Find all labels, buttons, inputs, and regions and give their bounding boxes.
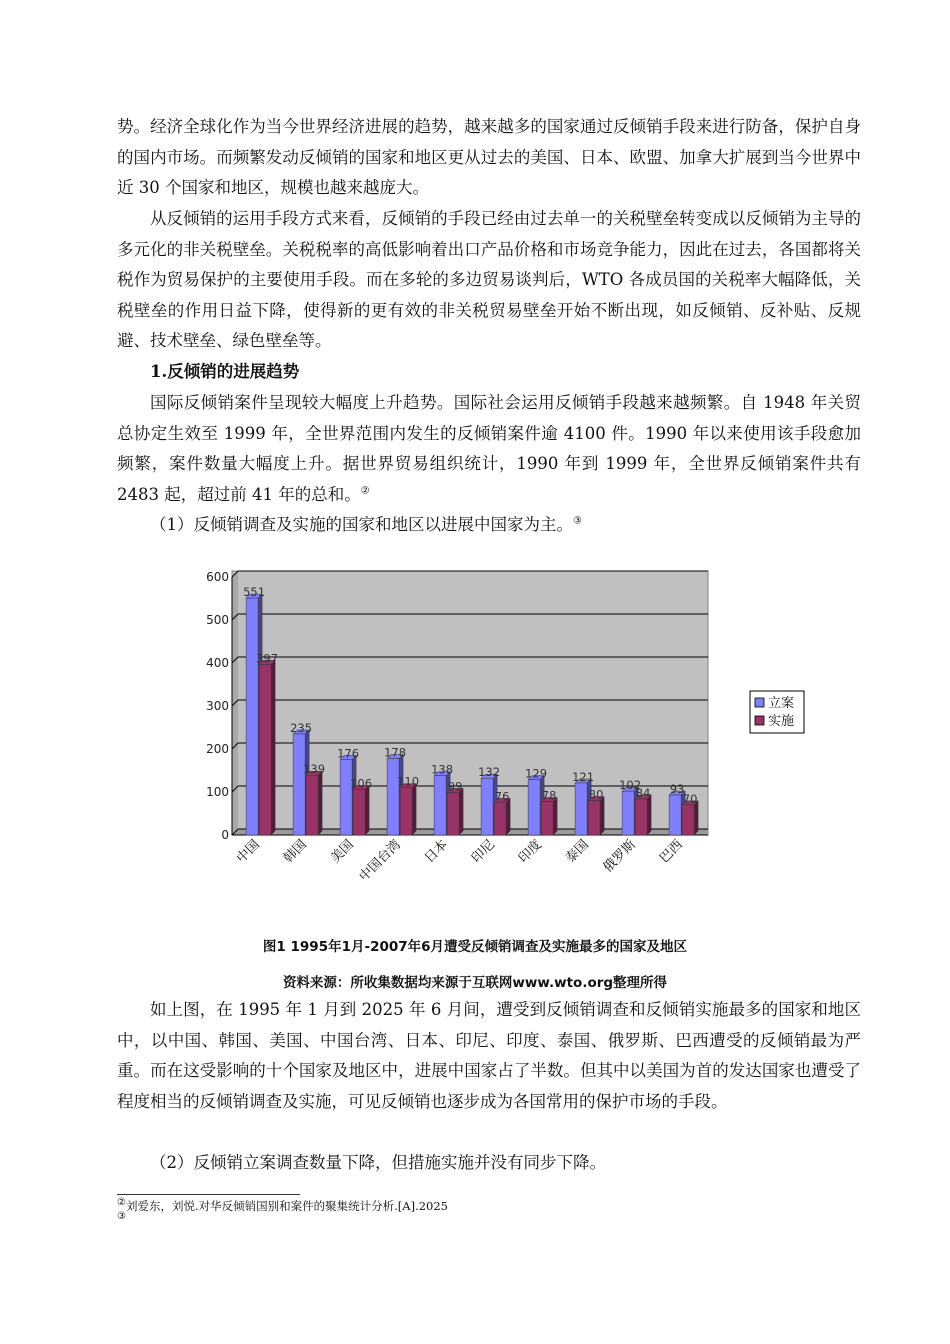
figure-caption: 图1 1995年1月-2007年6月遭受反倾销调查及实施最多的国家及地区 xyxy=(262,939,688,955)
paragraph-1: 势。经济全球化作为当今世界经济进展的趋势，越来越多的国家通过反倾销手段来进行防备，保护自身的国内市场。而频繁发动反倾销的国家和地区更从过去的美国、日本、欧盟、加拿大扩展到当今世界中近 30 个国家和地区，规模也越来越庞大。 xyxy=(117,117,861,197)
bar-side-实施-泰国 xyxy=(600,797,604,835)
data-label-实施-泰国: 80 xyxy=(588,787,604,802)
bar-实施-印尼 xyxy=(494,802,506,835)
bar-side-实施-中国台湾 xyxy=(412,784,416,835)
paragraph-5: 如上图，在 1995 年 1 月到 2025 年 6 月间，遭受到反倾销调查和反倾销实施最多的国家和地区中，以中国、韩国、美国、中国台湾、日本、印尼、印度、泰国、俄罗斯、巴西遭受的反倾销最为严重。而在这受影响的十个国家及地区中，进展中国家占了半数。但其中以美国为首的发达国家也遭受了程度相当的反倾销调查及实施，可见反倾销也逐步成为各国常用的保护市场的手段。 xyxy=(117,1000,861,1111)
bar-立案-俄罗斯 xyxy=(622,791,634,835)
paragraph-3 xyxy=(117,388,861,510)
y-tick-label: 200 xyxy=(206,742,229,756)
y-tick-label: 300 xyxy=(206,699,229,713)
data-label-立案-印度: 129 xyxy=(525,766,548,781)
y-tick-label: 100 xyxy=(206,785,229,799)
bar-实施-中国 xyxy=(259,664,271,835)
legend-label-实施: 实施 xyxy=(768,714,795,729)
paragraph-4-text: （1）反倾销调查及实施的国家和地区以进展中国家为主。 xyxy=(150,515,573,534)
y-tick-label: 600 xyxy=(206,570,229,584)
y-tick-label: 500 xyxy=(206,613,229,627)
footnote-2 xyxy=(117,1213,126,1228)
footnote-ref-2: ② xyxy=(360,485,370,496)
x-tick-label-中国台湾: 中国台湾 xyxy=(356,837,404,885)
data-label-立案-中国台湾: 178 xyxy=(384,745,407,760)
bar-实施-韩国 xyxy=(306,775,318,835)
bar-立案-巴西 xyxy=(669,795,681,835)
data-label-实施-日本: 99 xyxy=(447,779,463,794)
data-label-实施-印度: 78 xyxy=(541,788,557,803)
bar-立案-韩国 xyxy=(293,734,305,835)
paragraph-4 xyxy=(117,510,861,541)
bar-立案-美国 xyxy=(340,759,352,835)
data-label-立案-泰国: 121 xyxy=(572,769,595,784)
bar-实施-美国 xyxy=(353,789,365,835)
paragraph-2: 从反倾销的运用手段方式来看，反倾销的手段已经由过去单一的关税壁垒转变成以反倾销为主导的多元化的非关税壁垒。关税税率的高低影响着出口产品价格和市场竞争能力，因此在过去，各国都将关税作为贸易保护的主要使用手段。而在多轮的多边贸易谈判后，WTO 各成员国的关税率大幅降低，关税壁垒的作用日益下降，使得新的更有效的非关税贸易壁垒开始不断出现，如反倾销、反补贴、反规避、技术壁垒、绿色壁垒等。 xyxy=(117,209,861,350)
data-label-实施-中国: 397 xyxy=(256,651,279,666)
bar-立案-中国 xyxy=(246,598,258,835)
figure-source: 资料来源：所收集数据均来源于互联网www.wto.org整理所得 xyxy=(282,975,668,991)
x-tick-label-泰国: 泰国 xyxy=(562,837,592,867)
x-tick-label-巴西: 巴西 xyxy=(656,837,686,867)
bar-side-实施-俄罗斯 xyxy=(647,795,651,835)
x-tick-label-印尼: 印尼 xyxy=(468,837,498,867)
bar-立案-泰国 xyxy=(575,783,587,835)
y-tick-label: 400 xyxy=(206,656,229,670)
bar-chart xyxy=(206,557,820,887)
bar-side-实施-日本 xyxy=(459,788,463,835)
x-tick-label-俄罗斯: 俄罗斯 xyxy=(600,837,639,876)
footnote-1-text: 刘爱东，刘悦.对华反倾销国别和案件的聚集统计分析.[A].2025 xyxy=(125,1199,448,1213)
legend-label-立案: 立案 xyxy=(768,696,795,711)
bar-side-实施-巴西 xyxy=(694,801,698,835)
data-label-立案-韩国: 235 xyxy=(290,720,313,735)
bar-实施-俄罗斯 xyxy=(635,799,647,835)
bar-实施-中国台湾 xyxy=(400,788,412,835)
bar-立案-印尼 xyxy=(481,778,493,835)
bar-实施-泰国 xyxy=(588,801,600,835)
bar-side-实施-美国 xyxy=(365,785,369,835)
data-label-实施-巴西: 70 xyxy=(682,791,698,806)
bar-立案-日本 xyxy=(434,776,446,835)
bar-实施-印度 xyxy=(541,801,553,835)
footnote-1-mark: ② xyxy=(117,1197,126,1209)
bar-立案-印度 xyxy=(528,780,540,835)
data-label-立案-印尼: 132 xyxy=(478,765,501,780)
data-label-实施-美国: 106 xyxy=(350,776,373,791)
y-tick-label: 0 xyxy=(221,828,229,842)
x-tick-label-中国: 中国 xyxy=(233,837,263,867)
data-label-实施-韩国: 139 xyxy=(303,762,326,777)
bar-side-实施-印尼 xyxy=(506,798,510,835)
footnote-ref-3: ③ xyxy=(573,515,582,527)
data-label-立案-日本: 138 xyxy=(431,762,454,777)
footnote-2-mark: ③ xyxy=(117,1211,126,1223)
bar-立案-中国台湾 xyxy=(387,758,399,835)
bar-实施-巴西 xyxy=(682,805,694,835)
legend-swatch-立案 xyxy=(755,698,764,707)
footnote-1 xyxy=(117,1199,448,1214)
bar-side-实施-韩国 xyxy=(318,771,322,835)
x-tick-label-印度: 印度 xyxy=(515,837,545,867)
data-label-实施-印尼: 76 xyxy=(494,789,510,804)
bar-实施-日本 xyxy=(447,792,459,835)
x-tick-label-韩国: 韩国 xyxy=(280,837,310,867)
x-tick-label-美国: 美国 xyxy=(327,837,357,867)
data-label-立案-巴西: 93 xyxy=(669,782,685,797)
footnote-divider xyxy=(117,1194,300,1195)
data-label-实施-中国台湾: 110 xyxy=(397,774,420,789)
x-tick-label-日本: 日本 xyxy=(421,837,451,867)
data-label-立案-美国: 176 xyxy=(337,746,360,761)
paragraph-3-text: 国际反倾销案件呈现较大幅度上升趋势。国际社会运用反倾销手段越来越频繁。自 1948 年关贸总协定生效至 1999 年，全世界范围内发生的反倾销案件逾 4100 件。1990 年以来使用该手段愈加频繁，案件数量大幅度上升。据世界贸易组织统计，1990 年到 1999 年，全世界反倾销案件共有 2483 起，超过前 41 年的总和。 xyxy=(117,393,861,504)
bar-side-实施-中国 xyxy=(271,660,275,835)
legend-swatch-实施 xyxy=(755,716,764,725)
bar-side-实施-印度 xyxy=(553,797,557,835)
data-label-立案-俄罗斯: 102 xyxy=(619,778,642,793)
paragraph-6: （2）反倾销立案调查数量下降，但措施实施并没有同步下降。 xyxy=(150,1153,606,1172)
section-heading: 1.反倾销的进展趋势 xyxy=(150,362,300,381)
data-label-实施-俄罗斯: 84 xyxy=(635,785,651,800)
data-label-立案-中国: 551 xyxy=(243,585,266,600)
